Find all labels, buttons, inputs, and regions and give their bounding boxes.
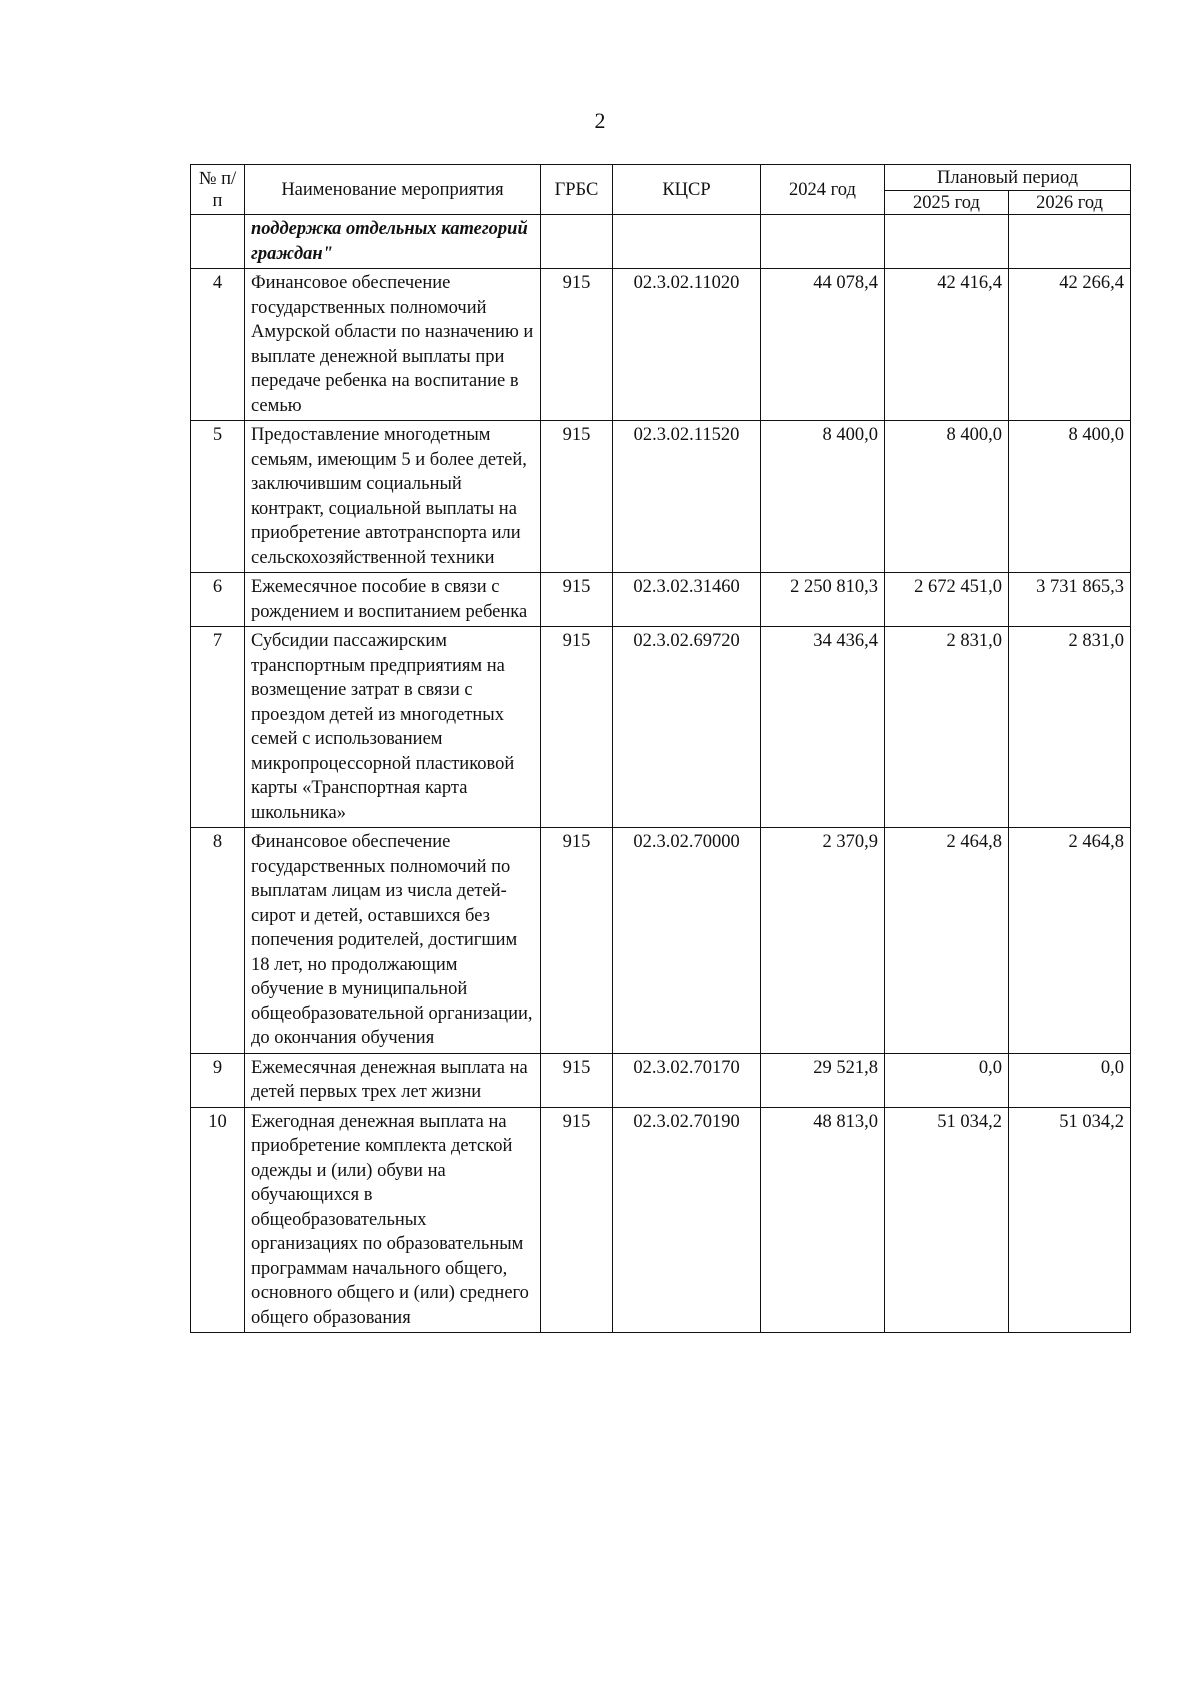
cell-num: 10: [191, 1107, 245, 1333]
cell-grbs: 915: [541, 828, 613, 1054]
header-num: № п/п: [191, 165, 245, 215]
header-name: Наименование мероприятия: [245, 165, 541, 215]
table-row: [191, 269, 1131, 421]
cell-grbs: 915: [541, 573, 613, 627]
cell-kcsr: [613, 215, 761, 269]
cell-num: 8: [191, 828, 245, 1054]
cell-2025: 0,0: [885, 1053, 1009, 1107]
header-grbs: ГРБС: [541, 165, 613, 215]
cell-grbs: 915: [541, 1053, 613, 1107]
header-planned-period: Плановый период: [885, 165, 1131, 191]
table-row: [191, 421, 1131, 573]
cell-2026: 42 266,4: [1009, 269, 1131, 421]
cell-grbs: 915: [541, 269, 613, 421]
cell-kcsr: 02.3.02.70000: [613, 828, 761, 1054]
cell-name: Ежемесячная денежная выплата на детей первых трех лет жизни: [245, 1053, 541, 1107]
cell-2024: 29 521,8: [761, 1053, 885, 1107]
continuation-row: [191, 215, 1131, 269]
cell-name: Финансовое обеспечение государственных полномочий по выплатам лицам из числа детей-сирот и детей, оставшихся без попечения родителей, достигшим 18 лет, но продолжающим обучение в муниципальной общеобразовательной организации, до окончания обучения: [245, 828, 541, 1054]
cell-2026: 2 464,8: [1009, 828, 1131, 1054]
cell-name: Ежемесячное пособие в связи с рождением и воспитанием ребенка: [245, 573, 541, 627]
cell-2024: 44 078,4: [761, 269, 885, 421]
cell-name: Финансовое обеспечение государственных полномочий Амурской области по назначению и выплате денежной выплаты при передаче ребенка на воспитание в семью: [245, 269, 541, 421]
cell-grbs: [541, 215, 613, 269]
cell-2024: 48 813,0: [761, 1107, 885, 1333]
cell-grbs: 915: [541, 421, 613, 573]
table-row: [191, 573, 1131, 627]
cell-name: Ежегодная денежная выплата на приобретение комплекта детской одежды и (или) обуви на обучающихся в общеобразовательных организациях по образовательным программам начального общего, основного общего и (или) среднего общего образования: [245, 1107, 541, 1333]
cell-num: [191, 215, 245, 269]
table-row: [191, 828, 1131, 1054]
cell-2026: 3 731 865,3: [1009, 573, 1131, 627]
table-row: [191, 627, 1131, 828]
cell-kcsr: 02.3.02.69720: [613, 627, 761, 828]
cell-2025: 8 400,0: [885, 421, 1009, 573]
cell-num: 9: [191, 1053, 245, 1107]
cell-2026: [1009, 215, 1131, 269]
page-number: 2: [594, 108, 606, 133]
cell-2025: 2 831,0: [885, 627, 1009, 828]
budget-table: [190, 164, 1131, 1333]
cell-kcsr: 02.3.02.70190: [613, 1107, 761, 1333]
cell-2024: 2 250 810,3: [761, 573, 885, 627]
cell-2026: 0,0: [1009, 1053, 1131, 1107]
cell-2025: 2 672 451,0: [885, 573, 1009, 627]
header-2026: 2026 год: [1009, 191, 1131, 215]
cell-2025: 42 416,4: [885, 269, 1009, 421]
table-header: [191, 165, 1131, 215]
cell-grbs: 915: [541, 1107, 613, 1333]
cell-2025: [885, 215, 1009, 269]
cell-name: Предоставление многодетным семьям, имеющим 5 и более детей, заключившим социальный контракт, социальной выплаты на приобретение автотранспорта или сельскохозяйственной техники: [245, 421, 541, 573]
cell-2024: 34 436,4: [761, 627, 885, 828]
cell-name: Субсидии пассажирским транспортным предприятиям на возмещение затрат в связи с проездом детей из многодетных семей с использованием микропроцессорной пластиковой карты «Транспортная карта школьника»: [245, 627, 541, 828]
cell-kcsr: 02.3.02.11020: [613, 269, 761, 421]
header-2024: 2024 год: [761, 165, 885, 215]
cell-2024: [761, 215, 885, 269]
cell-num: 7: [191, 627, 245, 828]
table-row: [191, 1107, 1131, 1333]
cell-2024: 8 400,0: [761, 421, 885, 573]
cell-2025: 2 464,8: [885, 828, 1009, 1054]
cell-2024: 2 370,9: [761, 828, 885, 1054]
header-kcsr: КЦСР: [613, 165, 761, 215]
cell-kcsr: 02.3.02.70170: [613, 1053, 761, 1107]
cell-num: 5: [191, 421, 245, 573]
cell-name: поддержка отдельных категорий граждан": [245, 215, 541, 269]
header-2025: 2025 год: [885, 191, 1009, 215]
cell-grbs: 915: [541, 627, 613, 828]
cell-kcsr: 02.3.02.31460: [613, 573, 761, 627]
cell-2026: 51 034,2: [1009, 1107, 1131, 1333]
cell-2026: 2 831,0: [1009, 627, 1131, 828]
table-body: [191, 215, 1131, 1333]
cell-num: 6: [191, 573, 245, 627]
cell-kcsr: 02.3.02.11520: [613, 421, 761, 573]
table-row: [191, 1053, 1131, 1107]
cell-2025: 51 034,2: [885, 1107, 1009, 1333]
cell-num: 4: [191, 269, 245, 421]
cell-2026: 8 400,0: [1009, 421, 1131, 573]
